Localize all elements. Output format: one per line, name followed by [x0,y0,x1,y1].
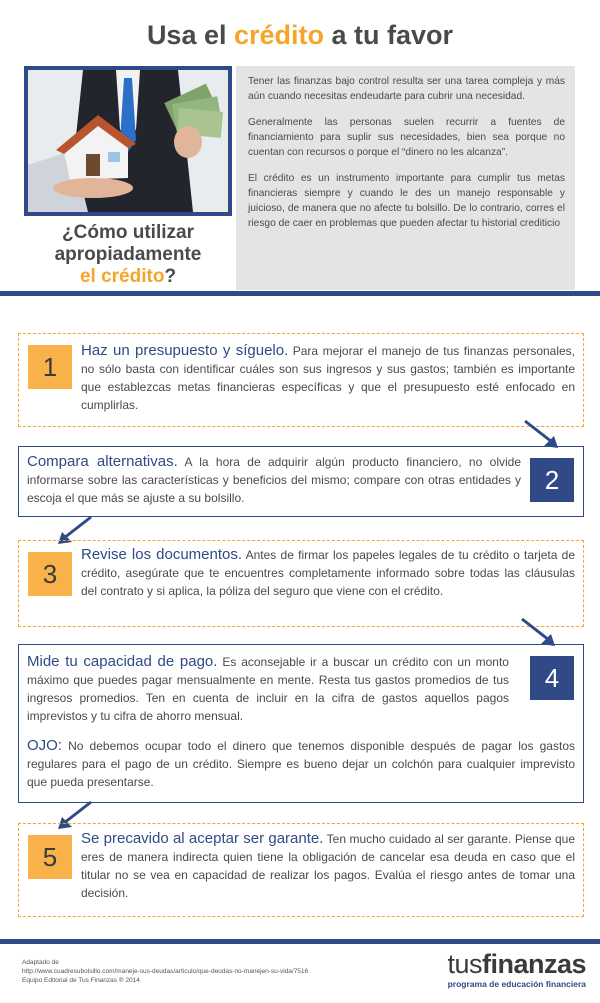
step-number: 1 [28,345,72,389]
step-2 [18,446,584,517]
step-text: Compara alternativas. A la hora de adquirir algún producto financiero, no olvide informarse sobre las características y beneficios del mismo; compare con otras entidades y escoja el que más se ajuste a su bolsillo. [27,453,522,505]
step-number: 3 [28,552,72,596]
businessman-photo [24,66,232,216]
step-heading: Revise los documentos. [81,546,243,563]
intro-paragraph: El crédito es un instrumento importante para cumplir tus metas financieras siempre y cuando le des un manejo responsable y juicioso, de manera que no afecte tu bolsillo. De lo contrario, corres el riesgo de caer en problemas que pueden afectar tu historial crediticio [248,173,565,229]
step-number: 4 [530,656,574,700]
step-text: Mide tu capacidad de pago. Es aconsejable ir a buscar un crédito con un monto máximo que puedes pagar mensualmente en mente. Resta tus gastos promedios de tus ingresos promedios. Ten en cuenta de incluir en la cifra de gastos aquellos pagos imprevistos y tu cifra de ahorro mensual. [27,653,509,723]
step-number: 5 [28,835,72,879]
step-heading: Mide tu capacidad de pago. [27,653,218,670]
top-divider [0,291,600,296]
step-text: Revise los documentos. Antes de firmar los papeles legales de tu crédito o tarjeta de crédito, asegúrate que te encuentres completamente informado sobre todas las cláusulas del contrato y si aplica, la póliza del seguro que viene con el crédito. [81,546,575,598]
step-5 [18,823,584,917]
ojo-note: OJO: No debemos ocupar todo el dinero que tenemos disponible después de pagar los gastos regulares para el pago de un crédito. Siempre es bueno dejar un colchón para cualquier imprevisto que pueda presentarse. [27,737,575,789]
step-3 [18,540,584,627]
step-number: 2 [530,458,574,502]
ojo-label: OJO: [27,737,63,754]
step-1 [18,333,584,427]
tusfinanzas-logo: tusfinanzas programa de educación financiera [447,949,586,989]
question-heading: ¿Cómo utilizar apropiadamente el crédito? [54,222,202,287]
source-link[interactable]: http://www.cuadresubolsillo.com/maneje-sus-deudas/articulo/que-deudas-no-manejen-su-vida/7516 [22,968,309,975]
step-heading: Haz un presupuesto y síguelo. [81,342,289,359]
step-text: Haz un presupuesto y síguelo. Para mejorar el manejo de tus finanzas personales, no sólo basta con identificar cuáles son sus ingresos y sus gastos; también es importante que establezcas metas financieras específicas y que el presupuesto esté enfocado en cumplirlas. [81,342,576,412]
house-in-hand-icon [28,70,228,212]
page-title: Usa el crédito a tu favor [146,20,454,50]
step-text: Se precavido al aceptar ser garante. Ten mucho cuidado al ser garante. Piense que eres de manera indirecta quien tiene la obligación de cancelar esa deuda en caso que el titular no se vea en capacidad de realizar los pagos. Evalúa el riesgo antes de tomar una decisión. [81,830,575,900]
intro-paragraph: Tener las finanzas bajo control resulta ser una tarea compleja y más aún cuando necesitas endeudarte para cubrir una necesidad. [248,76,565,102]
step-heading: Se precavido al aceptar ser garante. [81,830,324,847]
bottom-divider [0,939,600,944]
step-4 [18,644,584,803]
intro-box [236,66,575,290]
step-heading: Compara alternativas. [27,453,178,470]
intro-paragraph: Generalmente las personas suelen recurrir a fuentes de financiamiento para suplir sus necesidades, bien sea porque no cuentan con recursos o porque el “dinero no les alcanza”. [248,117,565,158]
source-credit: Adaptado de http://www.cuadresubolsillo.com/maneje-sus-deudas/articulo/que-deudas-no-manejen-su-vida/7516 Equipo Editorial de Tus Finanzas ® 2014 [22,959,309,984]
